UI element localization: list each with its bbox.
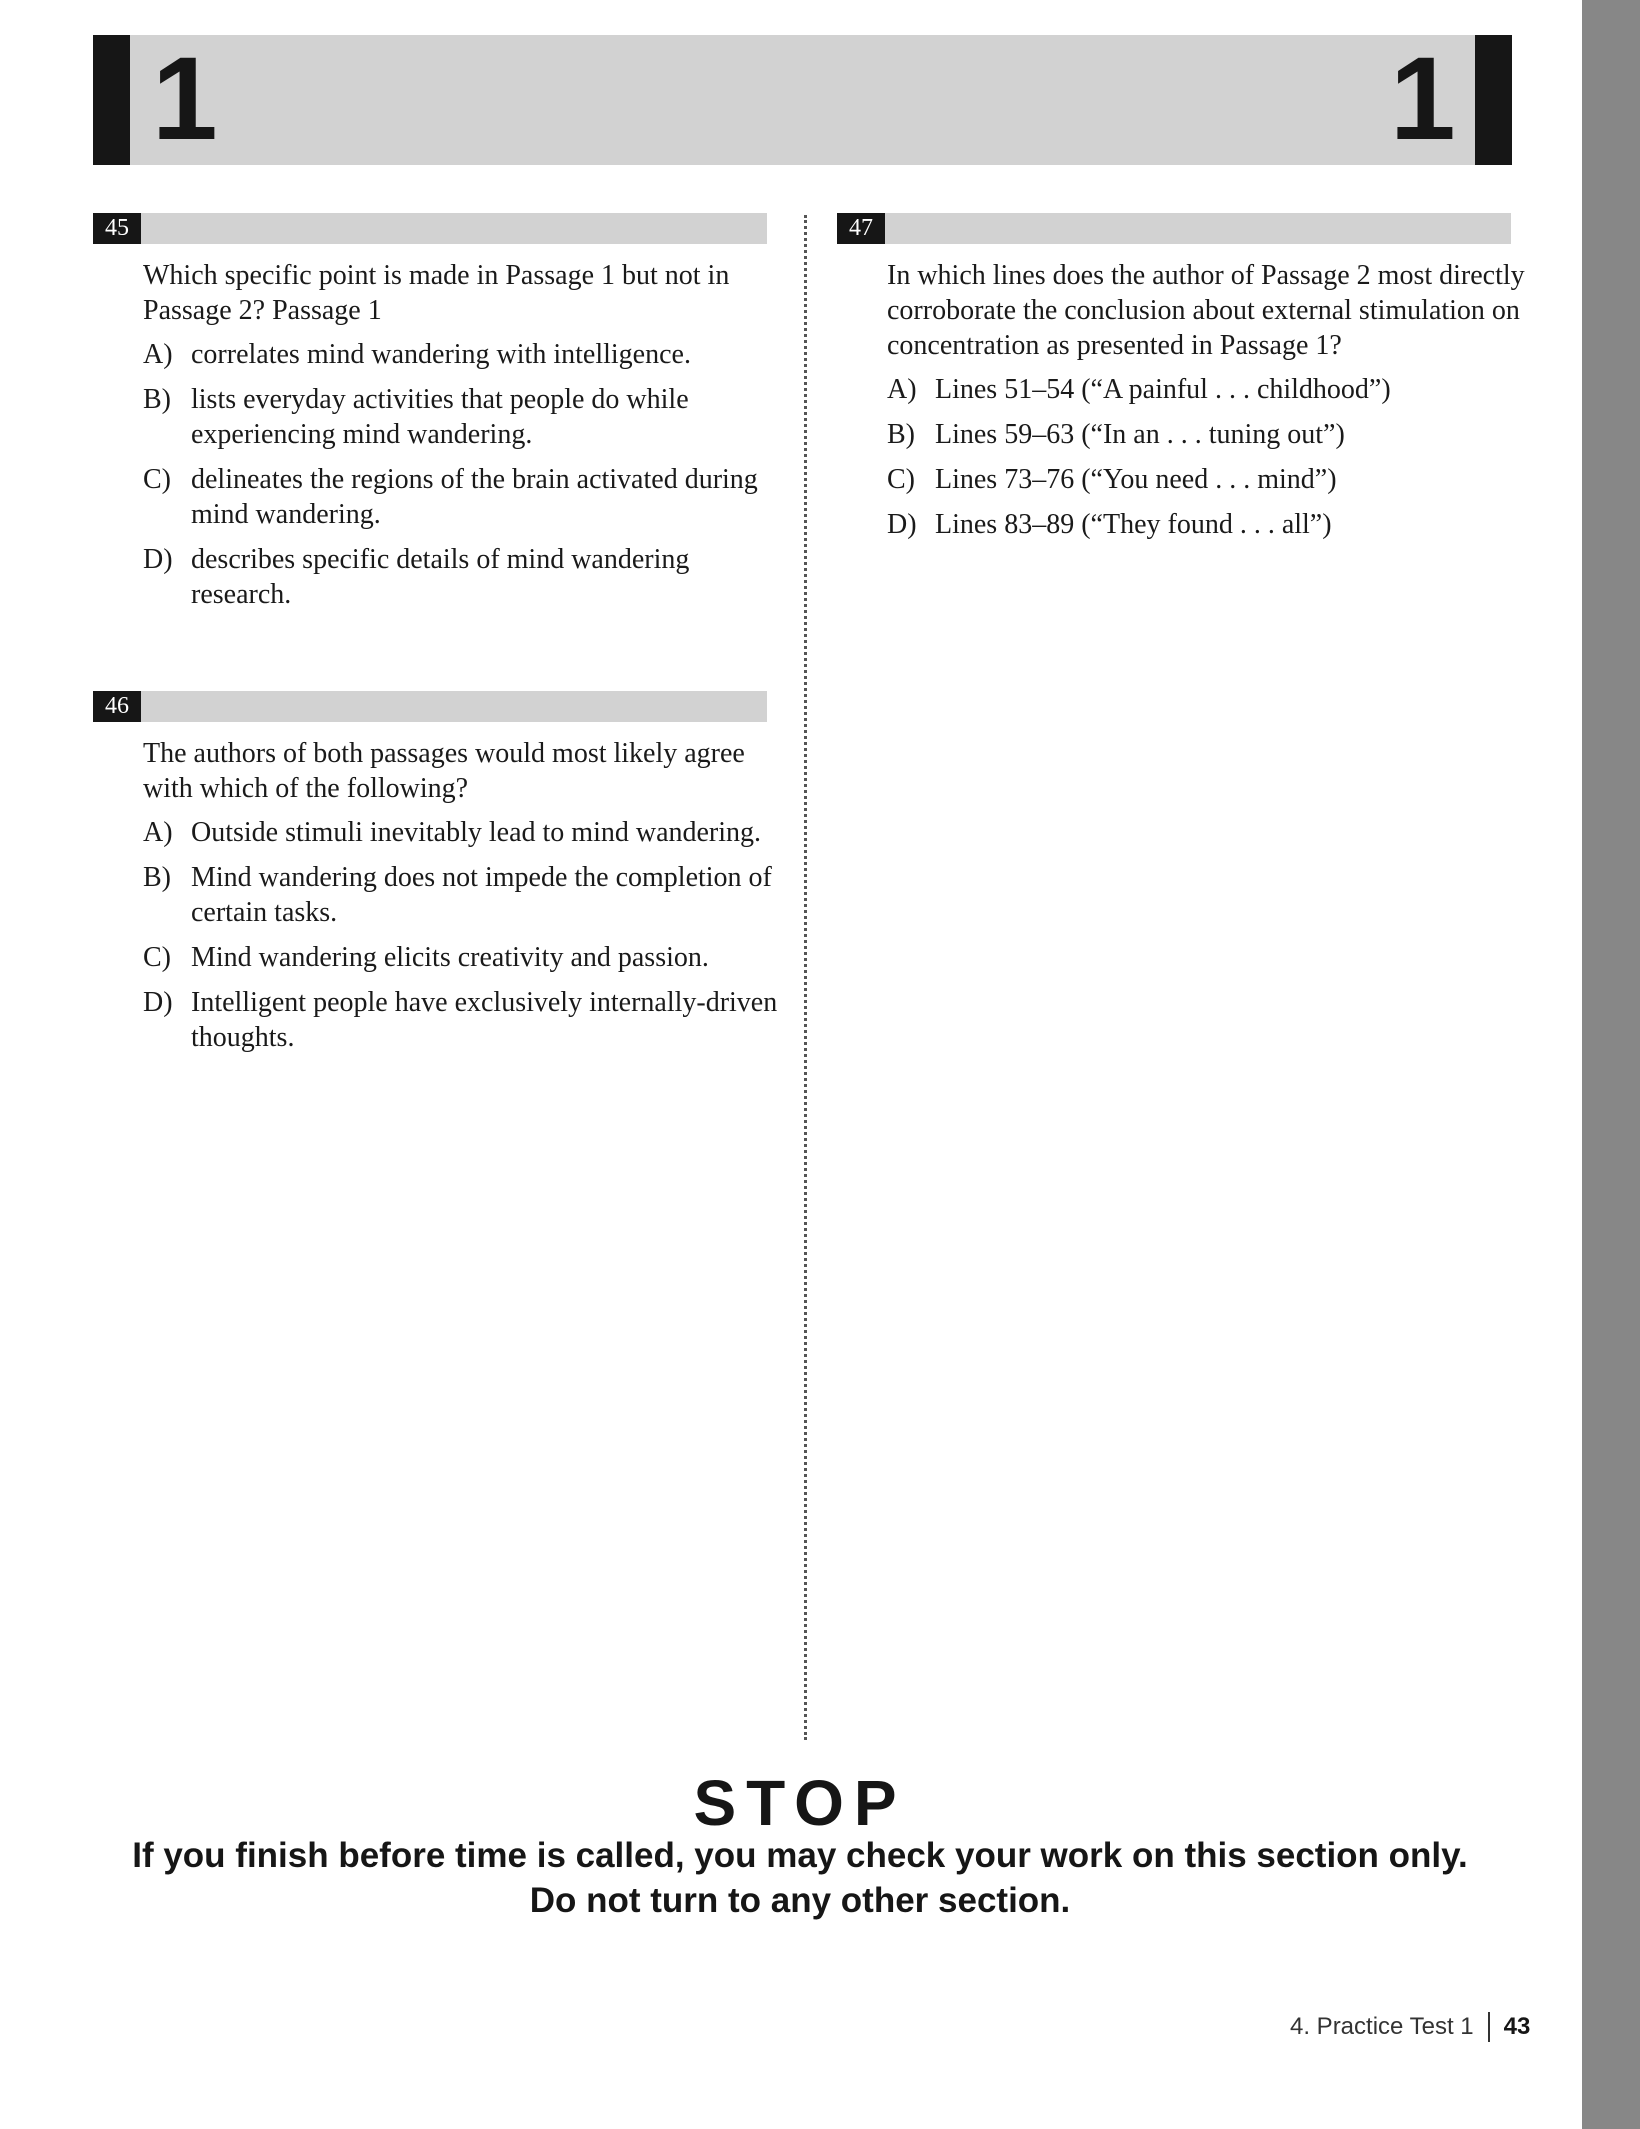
section-header-band: [93, 35, 1511, 165]
choice-text: Mind wandering does not impede the completion of certain tasks.: [191, 862, 772, 928]
question-stem: The authors of both passages would most likely agree with which of the following?: [143, 738, 745, 804]
stop-instruction-line-1: If you finish before time is called, you may check your work on this section only.: [132, 1836, 1468, 1875]
choice-text: Lines 59–63 (“In an . . . tuning out”): [935, 419, 1345, 450]
choice-letter: D): [143, 987, 173, 1018]
choice-text: delineates the regions of the brain activated during mind wandering.: [191, 464, 758, 530]
choice-text: Intelligent people have exclusively internally-driven thoughts.: [191, 987, 778, 1053]
choice-letter: D): [887, 509, 917, 540]
choice-text: Lines 51–54 (“A painful . . . childhood”): [935, 374, 1391, 405]
answer-choice-a[interactable]: [887, 372, 1527, 407]
answer-choice-c[interactable]: [143, 940, 783, 975]
answer-choice-a[interactable]: [143, 815, 783, 850]
answer-choice-b[interactable]: [887, 417, 1527, 452]
question-47: [887, 258, 1527, 552]
stop-heading: STOP: [693, 1767, 907, 1839]
question-stem: Which specific point is made in Passage 1 but not in Passage 2? Passage 1: [143, 260, 730, 326]
footer-separator: [1488, 2012, 1490, 2042]
choice-letter: A): [143, 339, 173, 370]
header-bar-left: [93, 35, 130, 165]
choice-letter: B): [143, 384, 171, 415]
section-number-left: 1: [152, 33, 218, 165]
stop-instruction-line-2: Do not turn to any other section.: [529, 1881, 1071, 1920]
header-bar-right: [1475, 35, 1512, 165]
question-header-bar: [141, 691, 767, 722]
choice-text: correlates mind wandering with intelligence.: [191, 339, 691, 370]
choice-text: describes specific details of mind wandering research.: [191, 544, 690, 610]
choice-letter: C): [887, 464, 915, 495]
choice-text: lists everyday activities that people do while experiencing mind wandering.: [191, 384, 689, 450]
question-46: [143, 736, 783, 1065]
answer-choice-b[interactable]: [143, 382, 783, 452]
choice-letter: C): [143, 942, 171, 973]
choice-letter: B): [143, 862, 171, 893]
choice-text: Outside stimuli inevitably lead to mind wandering.: [191, 817, 762, 848]
question-47-header: [837, 213, 1511, 244]
question-number: 46: [93, 691, 141, 722]
answer-choice-d[interactable]: [143, 985, 783, 1055]
answer-choice-d[interactable]: [143, 542, 783, 612]
question-45: [143, 258, 783, 622]
question-number: 45: [93, 213, 141, 244]
choice-letter: A): [143, 817, 173, 848]
choice-letter: A): [887, 374, 917, 405]
question-45-header: [93, 213, 767, 244]
answer-choice-b[interactable]: [143, 860, 783, 930]
choice-text: Lines 73–76 (“You need . . . mind”): [935, 464, 1337, 495]
choice-text: Lines 83–89 (“They found . . . all”): [935, 509, 1332, 540]
question-header-bar: [885, 213, 1511, 244]
question-stem: In which lines does the author of Passage 2 most directly corroborate the conclusion about external stimulation on concentration as presented in Passage 1?: [887, 260, 1525, 361]
answer-choice-c[interactable]: [143, 462, 783, 532]
answer-choice-d[interactable]: [887, 507, 1527, 542]
question-46-header: [93, 691, 767, 722]
column-divider: [804, 215, 807, 1740]
choice-text: Mind wandering elicits creativity and passion.: [191, 942, 709, 973]
question-header-bar: [141, 213, 767, 244]
choice-letter: D): [143, 544, 173, 575]
footer-chapter: 4. Practice Test 1: [1290, 2013, 1474, 2040]
section-number-right: 1: [1390, 33, 1456, 165]
choice-letter: B): [887, 419, 915, 450]
page-footer: [1290, 2012, 1530, 2042]
answer-choice-c[interactable]: [887, 462, 1527, 497]
answer-choice-a[interactable]: [143, 337, 783, 372]
question-number: 47: [837, 213, 885, 244]
choice-letter: C): [143, 464, 171, 495]
page-number: 43: [1503, 2013, 1531, 2040]
